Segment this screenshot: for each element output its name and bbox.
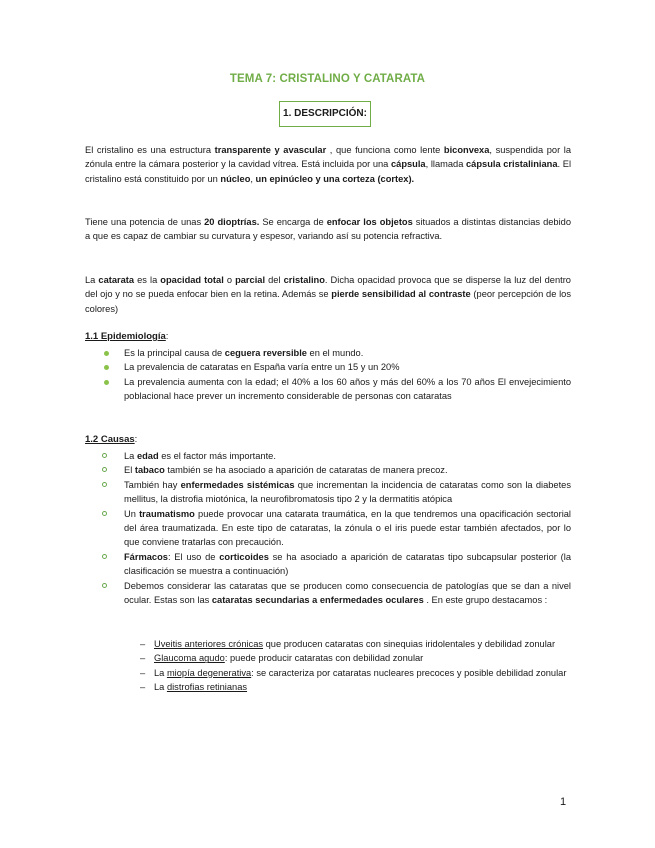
epidemiologia-list <box>85 346 571 404</box>
paragraph-potencia: Tiene una potencia de unas 20 dioptrías. Se encarga de enfocar los objetos situados a distintas distancias debido a que es capaz de cambiar su curvatura y espesor, variando así su potencia refractiva. <box>85 217 571 242</box>
subsection-heading-epidemiologia: 1.1 Epidemiología: <box>85 331 169 342</box>
list-item: – La miopía degenerativa: se caracteriza por cataratas nucleares precoces y posible debilidad zonular <box>124 666 571 680</box>
paragraph-descripcion: El cristalino es una estructura transparente y avascular , que funciona como lente biconvexa, suspendida por la zónula entre la cámara posterior y la cavidad vítrea. Está incluida por una cápsula, llamada cápsula cristaliniana. El cristalino está constituido por un núcleo, un epinúcleo y una corteza (cortex). <box>85 145 572 184</box>
list-item: Debemos considerar las cataratas que se producen como consecuencia de patologías que se dan a nivel ocular. Estas son las cataratas secundarias a enfermedades oculares . En este grupo destacamos : <box>85 579 571 608</box>
circle-bullet-icon <box>102 482 107 487</box>
list-item: Un traumatismo puede provocar una catarata traumática, en la que tendremos una opacificación sectorial del área traumatizada. En este tipo de cataratas, la zónula o el iris puede estar también afectados, por lo que conviene tratarlas con precaución. <box>85 507 571 550</box>
circle-bullet-icon <box>102 511 107 516</box>
page-number: 1 <box>560 796 567 808</box>
circle-bullet-icon <box>102 467 107 472</box>
list-item: La prevalencia de cataratas en España varía entre un 15 y un 20% <box>85 360 571 374</box>
document-title: TEMA 7: CRISTALINO Y CATARATA <box>229 73 426 85</box>
list-item: – La distrofias retinianas <box>124 680 571 694</box>
circle-bullet-icon <box>102 583 107 588</box>
list-item: – Uveitis anteriores crónicas que producen cataratas con sinequias iridolentales y debilidad zonular <box>124 637 571 651</box>
circle-bullet-icon <box>102 554 107 559</box>
secundarias-list <box>124 637 571 695</box>
dash-bullet-icon: – <box>140 639 146 649</box>
list-item: Fármacos: El uso de corticoides se ha asociado a aparición de cataratas tipo subcapsular posterior (la clasificación se muestra a continuación) <box>85 550 571 579</box>
subsection-heading-causas: 1.2 Causas: <box>85 434 138 445</box>
circle-bullet-icon <box>102 453 107 458</box>
dash-bullet-icon: – <box>140 653 146 664</box>
bullet-icon <box>104 380 109 385</box>
paragraph-catarata: La catarata es la opacidad total o parcial del cristalino. Dicha opacidad provoca que se disperse la luz del dentro del ojo y no se pueda enfocar bien en la retina. Además se pierde sensibilidad al contraste (peor percepción de los colores) <box>85 275 572 314</box>
list-item: – Glaucoma agudo: puede producir cataratas con debilidad zonular <box>124 651 571 665</box>
list-item: También hay enfermedades sistémicas que incrementan la incidencia de cataratas como son la diabetes mellitus, la distrofia miotónica, la neurofibromatosis tipo 2 y la dermatitis atópica <box>85 478 571 507</box>
section-heading-descripcion: 1. DESCRIPCIÓN: <box>279 101 371 127</box>
dash-bullet-icon: – <box>140 667 146 678</box>
list-item: Es la principal causa de ceguera reversible en el mundo. <box>85 346 571 360</box>
bullet-icon <box>104 351 109 356</box>
secundarias-list-wrapper <box>124 637 571 695</box>
list-item: La prevalencia aumenta con la edad; el 40% a los 60 años y más del 60% a los 70 años El envejecimiento poblacional hace prever un incremento considerable de personas con cataratas <box>85 375 571 404</box>
dash-bullet-icon: – <box>140 682 146 693</box>
list-item: La edad es el factor más importante. <box>85 449 571 463</box>
bullet-icon <box>104 365 109 370</box>
causas-list <box>85 449 571 607</box>
list-item: El tabaco también se ha asociado a aparición de cataratas de manera precoz. <box>85 463 571 477</box>
